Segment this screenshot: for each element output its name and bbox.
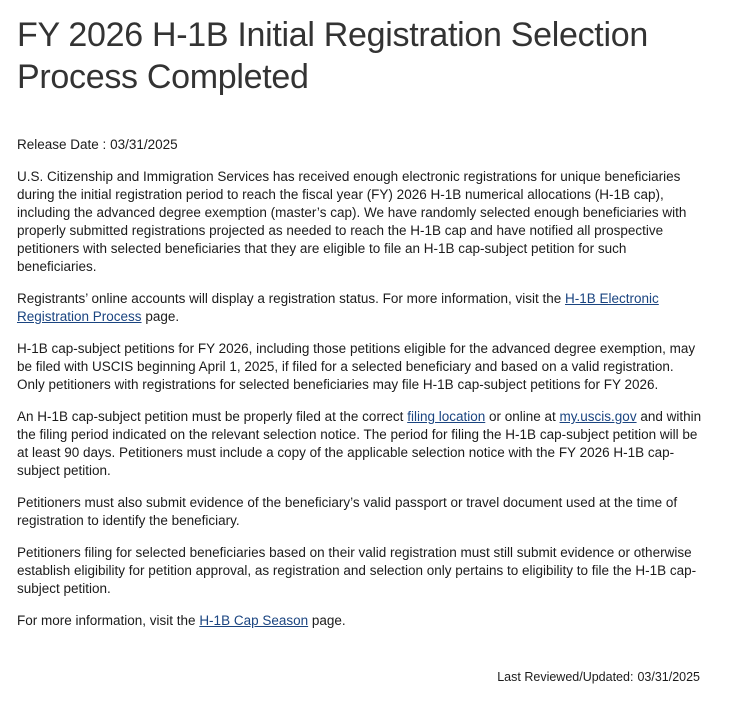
page-title: FY 2026 H-1B Initial Registration Selection Process Completed (17, 16, 648, 96)
paragraph-2 (17, 290, 705, 326)
release-date-label: Release Date : (17, 137, 107, 152)
release-date (17, 136, 705, 154)
last-reviewed-label: Last Reviewed/Updated: (497, 670, 634, 684)
paragraph-4-text-before: An H-1B cap-subject petition must be properly filed at the correct (17, 409, 408, 424)
last-reviewed (497, 669, 700, 685)
h1b-electronic-registration-process-link[interactable]: H-1B Electronic Registration Process (17, 291, 659, 324)
paragraph-7 (17, 612, 705, 630)
paragraph-7-text-after: page. (308, 613, 346, 628)
h1b-cap-season-link[interactable]: H-1B Cap Season (199, 613, 309, 628)
paragraph-7-text-before: For more information, visit the (17, 613, 200, 628)
paragraph-1: U.S. Citizenship and Immigration Services has received enough electronic registrations for unique beneficiaries during the initial registration period to reach the fiscal year (FY) 2026 H-1B numerical allocations (H-1B cap), including the advanced degree exemption (master’s cap). We have randomly selected enough beneficiaries with properly submitted registrations projected as needed to reach the H-1B cap and have notified all prospective petitioners with selected beneficiaries that they are eligible to file an H-1B cap-subject petition for such beneficiaries. (17, 169, 687, 274)
paragraph-2-text-after: page. (141, 309, 180, 324)
paragraph-4-text-after: and within the filing period indicated on the relevant selection notice. The period for filing the H-1B cap-subject petition will be at least 90 days. Petitioners must include a copy of the applicable selection notice with the FY 2026 H-1B cap-subject petition. (17, 409, 702, 478)
paragraph-2-text-before: Registrants’ online accounts will display a registration status. For more information, visit the (17, 291, 565, 306)
last-reviewed-date: 03/31/2025 (637, 670, 700, 684)
paragraph-6: Petitioners filing for selected beneficiaries based on their valid registration must still submit evidence or otherwise establish eligibility for petition approval, as registration and selection only pertains to eligibility to file the H-1B cap-subject petition. (17, 545, 697, 596)
paragraph-3: H-1B cap-subject petitions for FY 2026, including those petitions eligible for the advanced degree exemption, may be filed with USCIS beginning April 1, 2025, if filed for a selected beneficiary and based on a valid registration. Only petitioners with registrations for selected beneficiaries may file H-1B cap-subject petitions for FY 2026. (17, 341, 696, 392)
paragraph-4-text-middle: or online at (485, 409, 560, 424)
filing-location-link[interactable]: filing location (407, 409, 486, 424)
my-uscis-gov-link[interactable]: my.uscis.gov (559, 409, 637, 424)
release-date-value: 03/31/2025 (110, 137, 178, 152)
paragraph-4 (17, 408, 705, 480)
paragraph-5: Petitioners must also submit evidence of the beneficiary’s valid passport or travel document used at the time of registration to identify the beneficiary. (17, 495, 678, 528)
